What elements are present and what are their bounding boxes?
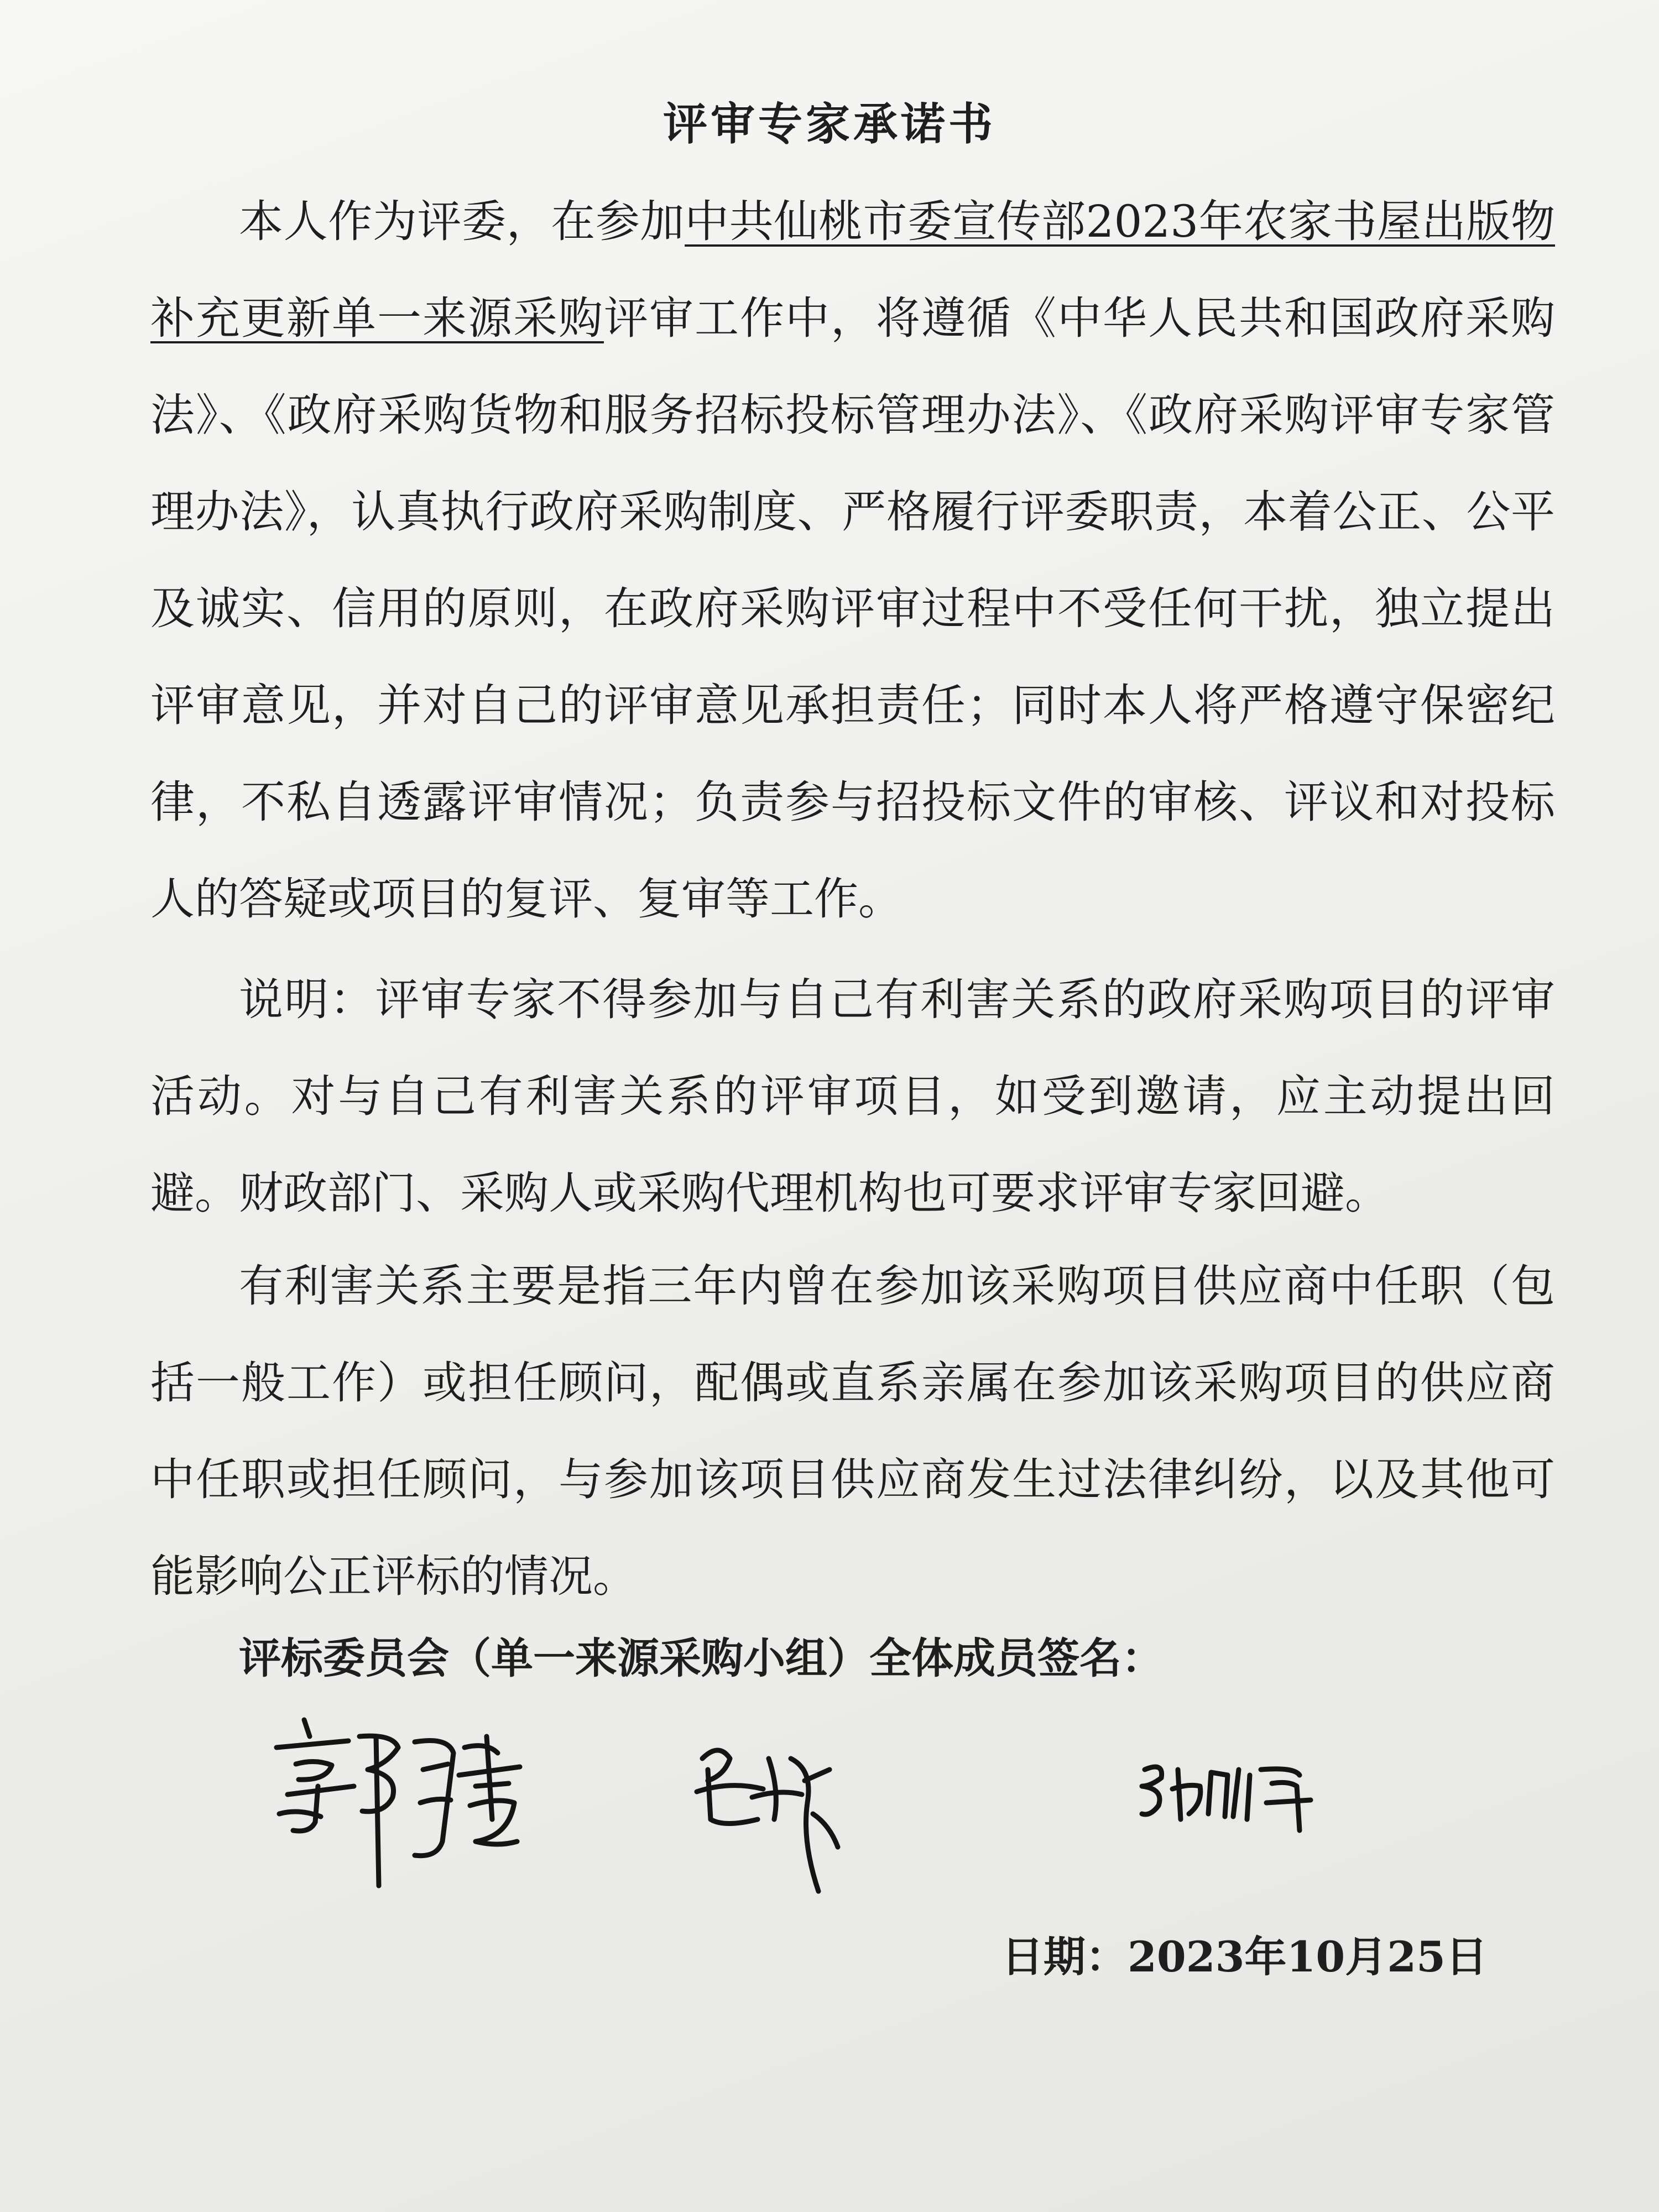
handwritten-signature-2: [686, 1736, 852, 1908]
explanation-paragraph: 说明：评审专家不得参加与自己有利害关系的政府采购项目的评审活动。对与自己有利害关系的评审项目，如受到邀请，应主动提出回避。财政部门、采购人或采购代理机构也可要求评审专家回避。: [150, 974, 1555, 1219]
paragraph-suffix: 评审工作中，将遵循《中华人民共和国政府采购法》、《政府采购货物和服务招标投标管理办法》、《政府采购评审专家管理办法》，认真执行政府采购制度、严格履行评委职责，本着公正、公平及诚实、信用的原则，在政府采购评审过程中不受任何干扰，独立提出评审意见，并对自己的评审意见承担责任；同时本人将严格遵守保密纪律，不私自透露评审情况；负责参与招投标文件的审核、评议和对投标人的答疑或项目的复评、复审等工作。: [150, 293, 1555, 925]
conflict-definition-paragraph: 有利害关系主要是指三年内曾在参加该采购项目供应商中任职（包括一般工作）或担任顾问，配偶或直系亲属在参加该采购项目的供应商中任职或担任顾问，与参加该项目供应商发生过法律纠纷，以及其他可能影响公正评标的情况。: [150, 1260, 1555, 1602]
commitment-paragraph: [150, 173, 1555, 947]
handwritten-signature-3: [1134, 1753, 1322, 1841]
signature-label: 评标委员会（单一来源采购小组）全体成员签名：: [239, 1634, 1164, 1683]
signing-date: 日期：2023年10月25日: [1001, 1932, 1488, 1981]
paragraph-prefix: 本人作为评委，在参加: [239, 196, 685, 247]
project-name: 中共仙桃市委宣传部2023年农家书屋出版物补充更新单一来源采购: [150, 196, 1556, 344]
document-title: 评审专家承诺书: [663, 98, 996, 150]
handwritten-signature-1: [265, 1703, 531, 1902]
